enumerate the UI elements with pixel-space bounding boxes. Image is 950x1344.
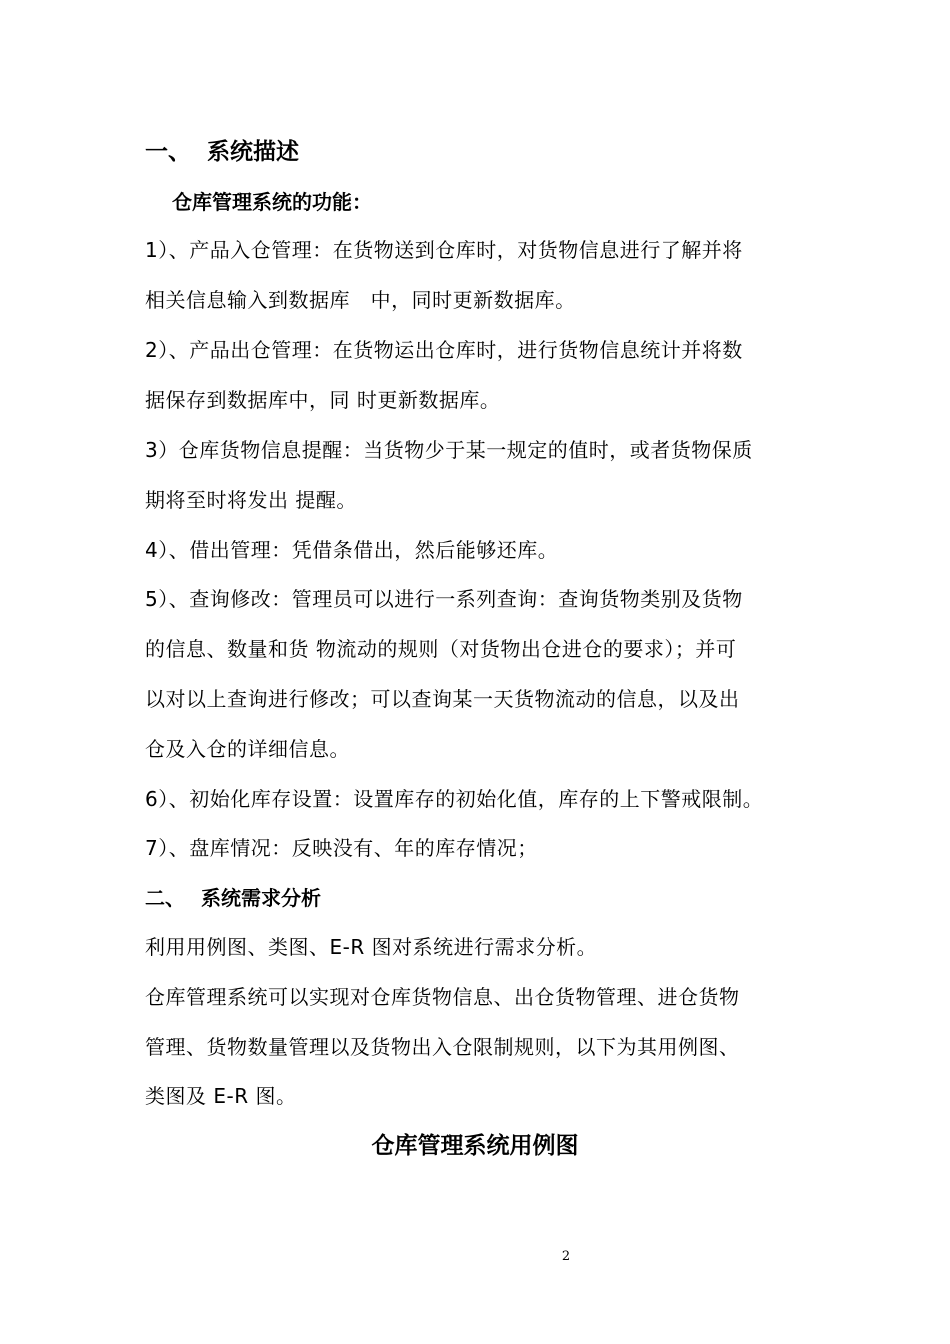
paragraph-line: 的信息、数量和货 物流动的规则（对货物出仓进仓的要求）；并可 <box>145 637 737 661</box>
section-subtitle: 仓库管理系统的功能： <box>172 190 372 214</box>
section-title-2: 系统需求分析 <box>201 886 321 910</box>
paragraph-line: 利用用例图、类图、E-R 图对系统进行需求分析。 <box>145 935 598 959</box>
paragraph-line: 3）仓库货物信息提醒：当货物少于某一规定的值时，或者货物保质 <box>145 438 753 462</box>
section-heading-1 <box>145 136 299 168</box>
section-number-1: 一、 <box>145 139 191 165</box>
paragraph-line: 4）、借出管理：凭借条借出，然后能够还库。 <box>145 538 559 562</box>
section-heading-2 <box>145 884 321 912</box>
paragraph-line: 仓库管理系统可以实现对仓库货物信息、出仓货物管理、进仓货物 <box>145 985 740 1009</box>
paragraph-line: 相关信息输入到数据库 中，同时更新数据库。 <box>145 288 576 312</box>
paragraph-line: 以对以上查询进行修改；可以查询某一天货物流动的信息，以及出 <box>145 687 740 711</box>
section-number-2: 二、 <box>145 886 185 910</box>
page-number: 2 <box>561 1249 571 1264</box>
paragraph-line: 5）、查询修改：管理员可以进行一系列查询：查询货物类别及货物 <box>145 587 743 611</box>
paragraph-line: 期将至时将发出 提醒。 <box>145 488 357 512</box>
section-title-1: 系统描述 <box>207 139 299 165</box>
paragraph-line: 2）、产品出仓管理：在货物运出仓库时，进行货物信息统计并将数 <box>145 338 743 362</box>
paragraph-line: 6）、初始化库存设置：设置库存的初始化值，库存的上下警戒限制。 <box>145 787 764 811</box>
diagram-title: 仓库管理系统用例图 <box>371 1133 579 1159</box>
paragraph-line: 据保存到数据库中，同 时更新数据库。 <box>145 388 501 412</box>
paragraph-line: 仓及入仓的详细信息。 <box>145 737 350 761</box>
paragraph-line: 类图及 E-R 图。 <box>145 1084 297 1108</box>
paragraph-line: 管理、货物数量管理以及货物出入仓限制规则，以下为其用例图、 <box>145 1035 740 1059</box>
paragraph-line: 1）、产品入仓管理：在货物送到仓库时，对货物信息进行了解并将 <box>145 238 743 262</box>
paragraph-line: 7）、盘库情况：反映没有、年的库存情况； <box>145 836 538 860</box>
